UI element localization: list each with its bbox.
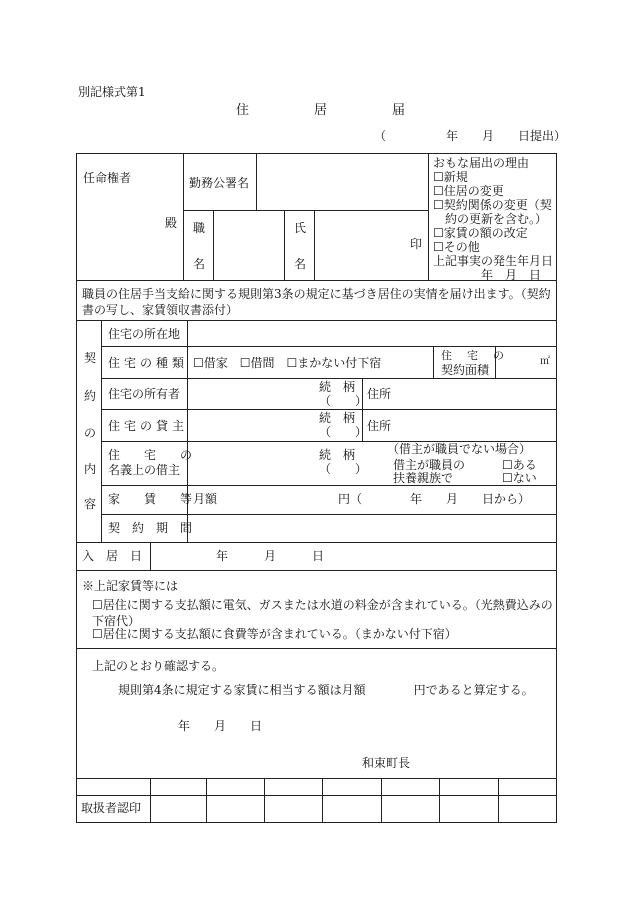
dependent-label-1: 借主が職員の: [393, 458, 466, 472]
location-field[interactable]: [188, 321, 556, 345]
owner-address-label: 住所: [367, 387, 392, 401]
rent-yen: 円（ 年 月 日から）: [338, 492, 531, 506]
form-title: 住 居 届: [236, 103, 406, 118]
notes-item-meals[interactable]: ☐居住に関する支払額に食費等が含まれている。（まかない付下宿）: [92, 627, 457, 641]
reason-rent[interactable]: ☐家賃の額の改定: [433, 226, 528, 240]
seal-mark: 印: [410, 237, 423, 251]
location-label: 住宅の所在地: [108, 327, 181, 341]
period-label: 契 約 期 間: [108, 521, 193, 535]
confirm-line2: 規則第4条に規定する家賃に相当する額は月額 円であると算定する。: [118, 683, 534, 697]
reasons-title: おもな届出の理由: [433, 156, 530, 170]
occurrence-label: 上記事実の発生年月日: [433, 254, 554, 268]
rent-monthly: 月額: [193, 492, 218, 506]
reason-contract-cont: 約の更新を含む。）: [433, 212, 548, 226]
nominal-relation: 続 柄: [319, 448, 356, 462]
notes-title: ※上記家賃等には: [82, 579, 179, 593]
movein-date[interactable]: 年 月 日: [216, 549, 325, 563]
mayor-title: 和束町長: [362, 756, 411, 770]
contract-side-5: 容: [84, 497, 97, 511]
confirm-date[interactable]: 年 月 日: [178, 719, 263, 733]
nominal-label-2: 名義上の借主: [108, 463, 181, 477]
name-label-1: 氏: [294, 221, 307, 235]
form-id: 別記様式第1: [78, 85, 146, 99]
contract-side-4: 内: [84, 462, 97, 476]
stamp-label: 取扱者認印: [81, 801, 142, 815]
honorific: 殿: [165, 216, 178, 230]
owner-relation-paren: （ ）: [319, 394, 368, 408]
office-label: 勤務公署名: [189, 176, 250, 190]
nominal-relation-paren: （ ）: [319, 462, 368, 476]
lessor-relation: 続 柄: [319, 411, 356, 425]
type-label: 住宅の種類: [108, 356, 189, 370]
reason-new[interactable]: ☐新規: [433, 170, 468, 184]
nominal-label-1: 住 宅 の: [108, 448, 193, 462]
owner-relation: 続 柄: [319, 380, 356, 394]
reason-contract[interactable]: ☐契約関係の変更（契: [433, 198, 552, 212]
owner-label: 住宅の所有者: [108, 387, 181, 401]
confirm-line1: 上記のとおり確認する。: [92, 659, 225, 673]
notes-item-utilities[interactable]: ☐居住に関する支払額に電気、ガスまたは水道の料金が含まれている。（光熱費込みの下宿代）: [92, 598, 553, 629]
reason-other[interactable]: ☐その他: [433, 240, 480, 254]
contract-side-3: の: [84, 426, 97, 440]
submission-date: （ 年 月 日提出）: [374, 129, 567, 143]
movein-label: 入 居 日: [82, 549, 143, 563]
period-field[interactable]: [188, 515, 556, 541]
area-unit: ㎡: [540, 356, 550, 367]
type-options[interactable]: ☐借家 ☐借間 ☐まかない付下宿: [193, 356, 382, 370]
dependent-no[interactable]: ☐ない: [502, 471, 537, 485]
contract-side-2: 約: [84, 389, 97, 403]
post-label-1: 職: [193, 221, 206, 235]
dependent-label-2: 扶養親族で: [393, 471, 454, 485]
rent-label: 家 賃 等: [108, 492, 193, 506]
lessor-relation-paren: （ ）: [319, 425, 368, 439]
reason-move[interactable]: ☐住居の変更: [433, 184, 504, 198]
appointer-label: 任命権者: [83, 171, 132, 185]
nominal-note: （借主が職員でない場合）: [387, 442, 532, 456]
area-label-2: 契約面積: [441, 363, 490, 377]
contract-side-1: 契: [84, 351, 97, 365]
notice-text: 職員の住居手当支給に関する規則第3条の規定に基づき居住の実情を届け出ます。（契約書の写し、家賃領収書添付）: [82, 287, 551, 318]
office-field[interactable]: [257, 154, 427, 209]
occurrence-date[interactable]: 年 月 日: [481, 268, 542, 282]
name-label-2: 名: [294, 257, 307, 271]
lessor-label: 住宅の貸主: [108, 419, 189, 433]
post-field[interactable]: [214, 211, 283, 279]
dependent-yes[interactable]: ☐ある: [502, 458, 537, 472]
post-label-2: 名: [193, 257, 206, 271]
area-label-1: 住 宅 の: [441, 349, 506, 362]
lessor-address-label: 住所: [367, 419, 392, 433]
